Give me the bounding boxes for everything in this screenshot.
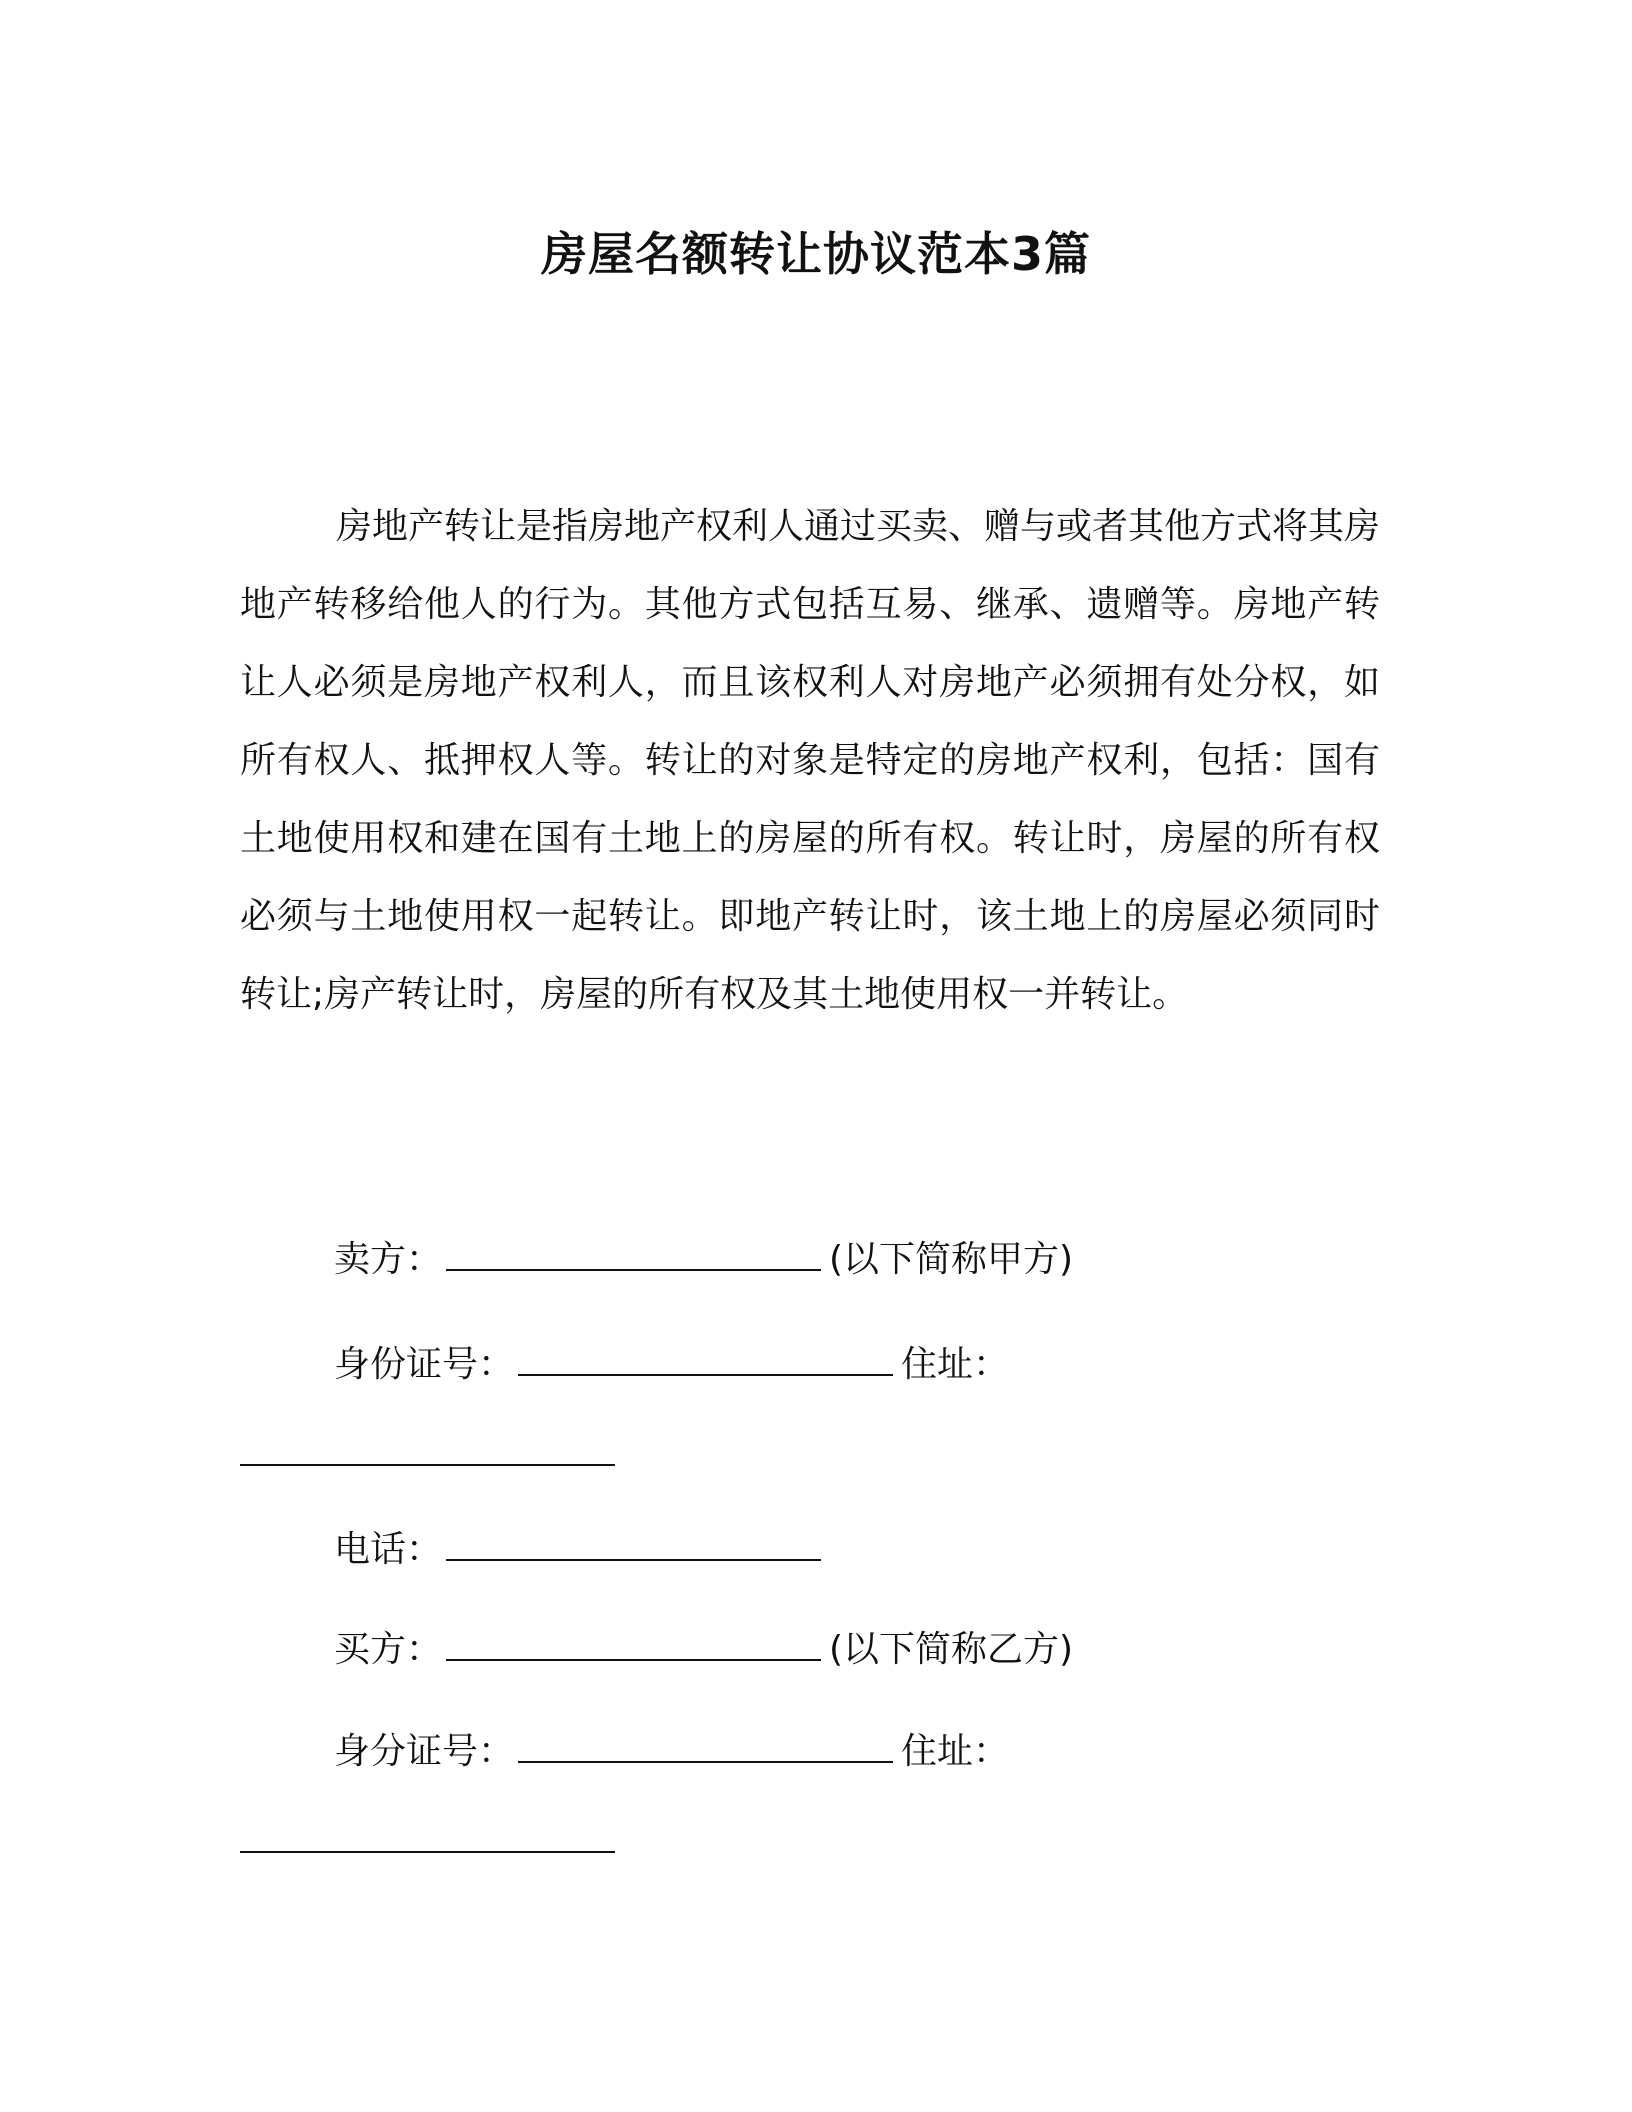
seller-address-label: 住址：	[901, 1344, 1010, 1385]
seller-field	[334, 1235, 1073, 1285]
buyer-address-blank[interactable]	[240, 1851, 615, 1853]
seller-label: 卖方：	[334, 1239, 443, 1280]
seller-phone-blank[interactable]	[446, 1525, 821, 1561]
buyer-address-label: 住址：	[901, 1731, 1010, 1772]
buyer-suffix: (以下简称乙方)	[829, 1629, 1074, 1670]
intro-paragraph: 房地产转让是指房地产权利人通过买卖、赠与或者其他方式将其房地产转移给他人的行为。其他方式包括互易、继承、遗赠等。房地产转让人必须是房地产权利人，而且该权利人对房地产必须拥有处分权，如所有权人、抵押权人等。转让的对象是特定的房地产权利，包括：国有土地使用权和建在国有土地上的房屋的所有权。转让时，房屋的所有权必须与土地使用权一起转让。即地产转让时，该土地上的房屋必须同时转让;房产转让时，房屋的所有权及其土地使用权一并转让。	[240, 506, 1381, 1015]
seller-id-label: 身份证号：	[334, 1344, 515, 1385]
seller-phone-field	[334, 1525, 829, 1575]
buyer-label: 买方：	[334, 1629, 443, 1670]
buyer-name-blank[interactable]	[446, 1625, 821, 1661]
seller-address-blank[interactable]	[240, 1464, 615, 1466]
buyer-id-label: 身分证号：	[334, 1731, 515, 1772]
buyer-id-blank[interactable]	[518, 1727, 893, 1763]
seller-name-blank[interactable]	[446, 1235, 821, 1271]
seller-suffix: (以下简称甲方)	[829, 1239, 1074, 1280]
seller-id-field	[334, 1340, 1009, 1390]
buyer-id-field	[334, 1727, 1009, 1777]
seller-id-blank[interactable]	[518, 1340, 893, 1376]
buyer-field	[334, 1625, 1073, 1675]
seller-phone-label: 电话：	[334, 1529, 443, 1570]
document-title: 房屋名额转让协议范本3篇	[540, 227, 1091, 281]
